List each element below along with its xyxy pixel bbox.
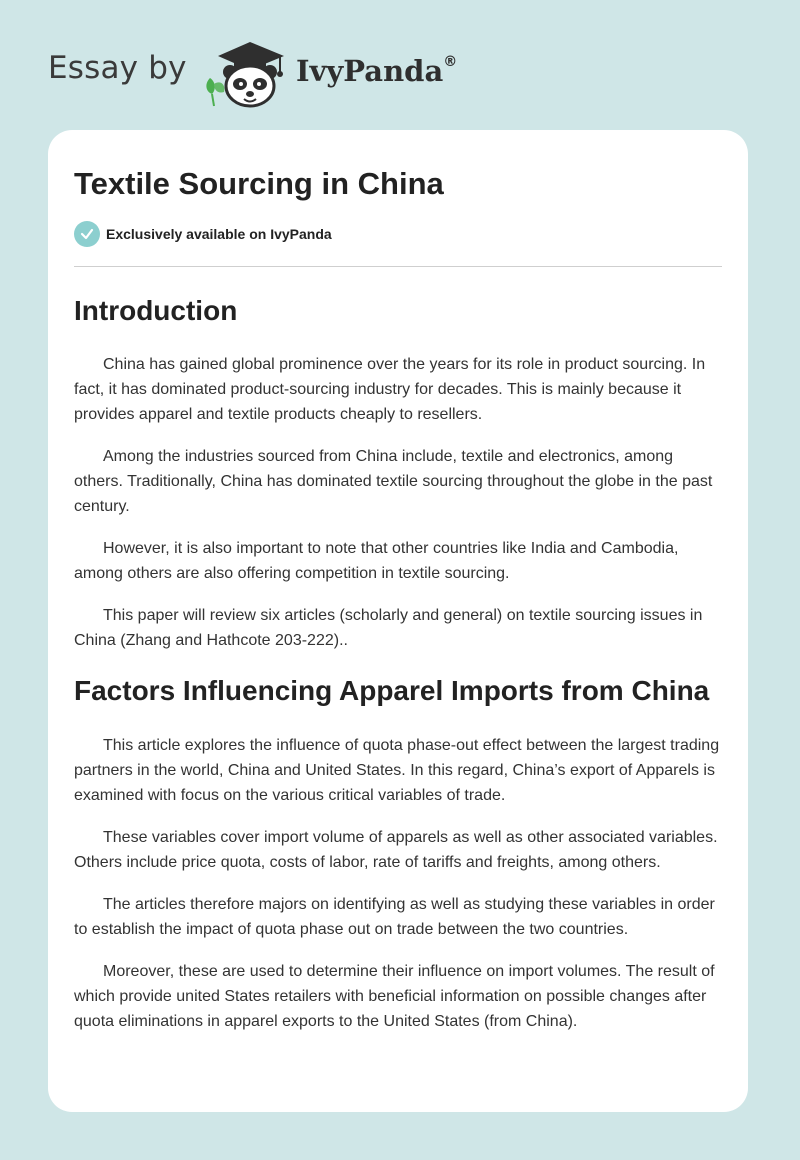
paragraph: However, it is also important to note that other countries like India and Cambodia, among others are also offering competition in textile sourcing. xyxy=(74,540,679,582)
paragraph: Among the industries sourced from China include, textile and electronics, among others. Traditionally, China has dominated textile sourcing throughout the globe in the past century. xyxy=(74,448,713,515)
exclusive-badge-label: Exclusively available on IvyPanda xyxy=(106,226,332,242)
brand-name: IvyPanda® xyxy=(296,54,458,88)
panda-graduate-icon xyxy=(200,34,296,110)
paragraph: This paper will review six articles (scholarly and general) on textile sourcing issues in China (Zhang and Hathcote 203-222).. xyxy=(74,607,703,649)
paragraph: China has gained global prominence over the years for its role in product sourcing. In fact, it has dominated product-sourcing industry for decades. This is mainly because it provides apparel and textile products cheaply to resellers. xyxy=(74,356,706,423)
paragraph: These variables cover import volume of apparels as well as other associated variables. Others include price quota, costs of labor, rate of tariffs and freights, among others. xyxy=(74,829,718,871)
leaf-icon xyxy=(206,78,224,106)
paragraph: The articles therefore majors on identifying as well as studying these variables in order to establish the impact of quota phase out on trade between the two countries. xyxy=(74,896,715,938)
divider xyxy=(74,266,722,267)
essay-by-label: Essay by xyxy=(48,50,187,86)
paragraph: Moreover, these are used to determine their influence on import volumes. The result of which provide united States retailers with beneficial information on possible changes after quota eliminations in apparel exports to the United States (from China). xyxy=(74,963,715,1030)
paragraph: This article explores the influence of quota phase-out effect between the largest trading partners in the world, China and United States. In this regard, China’s export of Apparels is examined with focus on the various critical variables of trade. xyxy=(74,737,720,804)
section-heading: Introduction xyxy=(74,295,238,326)
exclusive-badge xyxy=(74,220,722,248)
article-card xyxy=(48,130,748,1112)
section-heading: Factors Influencing Apparel Imports from China xyxy=(74,675,710,706)
site-header xyxy=(0,0,800,120)
check-icon xyxy=(74,221,100,247)
page-title: Textile Sourcing in China xyxy=(74,166,444,201)
